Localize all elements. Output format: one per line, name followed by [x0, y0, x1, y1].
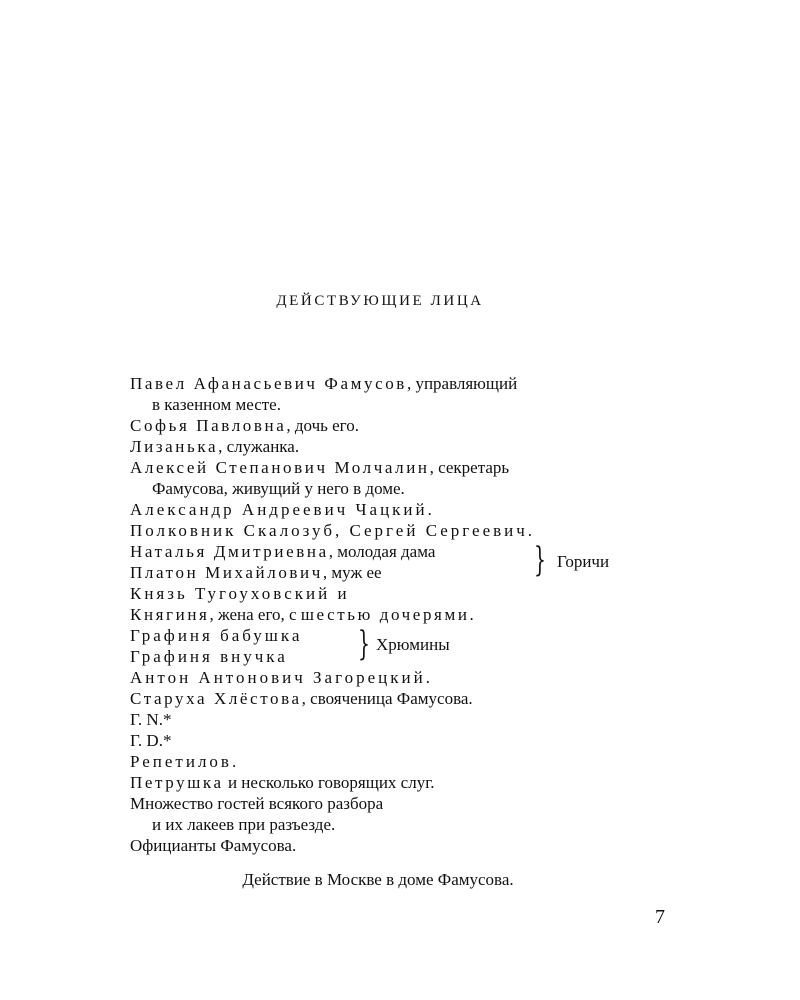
character-description: , дочь его. — [286, 416, 359, 435]
cast-entry-waiters: Официанты Фамусова. — [130, 836, 297, 855]
cast-entry-sofya — [130, 415, 359, 436]
cast-entry-famusov — [130, 373, 517, 394]
character-name: Лизанька — [130, 437, 219, 456]
character-name: Платон Михайлович — [130, 563, 323, 582]
character-description: , секретарь — [429, 458, 510, 477]
character-description: и несколько говорящих слуг. — [223, 773, 435, 792]
cast-entry-guests: Множество гостей всякого разбора — [130, 794, 384, 813]
character-name: Алексей Степанович Молчалин — [130, 458, 430, 477]
cast-entry-molchalin-cont: Фамусова, живущий у него в доме. — [152, 479, 405, 498]
character-name: Софья Павловна — [130, 416, 287, 435]
character-name: Старуха Хлёстова — [130, 689, 302, 708]
cast-entry-g-n: Г. N.* — [130, 710, 172, 729]
cast-entry-grafinya-vnuchka: Графиня внучка — [130, 647, 288, 666]
cast-entry-tugoukhovsky: Князь Тугоуховский и — [130, 584, 350, 603]
character-name: Княгиня — [130, 605, 210, 624]
cast-entry-natalya — [130, 541, 435, 562]
page-number: 7 — [655, 906, 665, 928]
character-description: , муж ее — [322, 563, 382, 582]
cast-entry-lizanka — [130, 436, 299, 457]
cast-entry-khlyostova — [130, 688, 473, 709]
cast-entry-molchalin — [130, 457, 509, 478]
cast-entry-petrushka — [130, 772, 435, 793]
brace-gorichi-icon: } — [534, 540, 546, 580]
character-description: , служанка. — [218, 437, 300, 456]
cast-entry-platon — [130, 562, 382, 583]
character-description: , управляющий — [406, 374, 518, 393]
group-label-khryuminy: Хрюмины — [376, 635, 450, 654]
setting-note: Действие в Москве в доме Фамусова. — [242, 870, 514, 889]
character-description: , свояченица Фамусова. — [301, 689, 473, 708]
character-name: Павел Афанасьевич Фамусов — [130, 374, 407, 393]
page-title: ДЕЙСТВУЮЩИЕ ЛИЦА — [276, 293, 484, 309]
cast-entry-repetilov: Репетилов. — [130, 752, 240, 771]
character-name: Наталья Дмитриевна — [130, 542, 329, 561]
cast-entry-knyaginya — [130, 604, 476, 625]
cast-entry-zagoretsky: Антон Антонович Загорецкий. — [130, 668, 433, 687]
character-name: Петрушка — [130, 773, 224, 792]
cast-entry-famusov-cont: в казенном месте. — [152, 395, 281, 414]
character-description: , молодая дама — [328, 542, 436, 561]
cast-entry-g-d: Г. D.* — [130, 731, 172, 750]
cast-entry-skalozub: Полковник Скалозуб, Сергей Сергеевич. — [130, 521, 536, 540]
brace-khryuminy-icon: } — [358, 624, 370, 664]
character-description: , жена его, с — [209, 605, 301, 624]
group-label-gorichi: Горичи — [557, 552, 610, 571]
character-description-spaced: шестью дочерями. — [300, 605, 477, 624]
cast-entry-chatsky: Александр Андреевич Чацкий. — [130, 500, 435, 519]
cast-entry-grafinya-babushka: Графиня бабушка — [130, 626, 303, 645]
cast-entry-guests-cont: и их лакеев при разъезде. — [152, 815, 336, 834]
